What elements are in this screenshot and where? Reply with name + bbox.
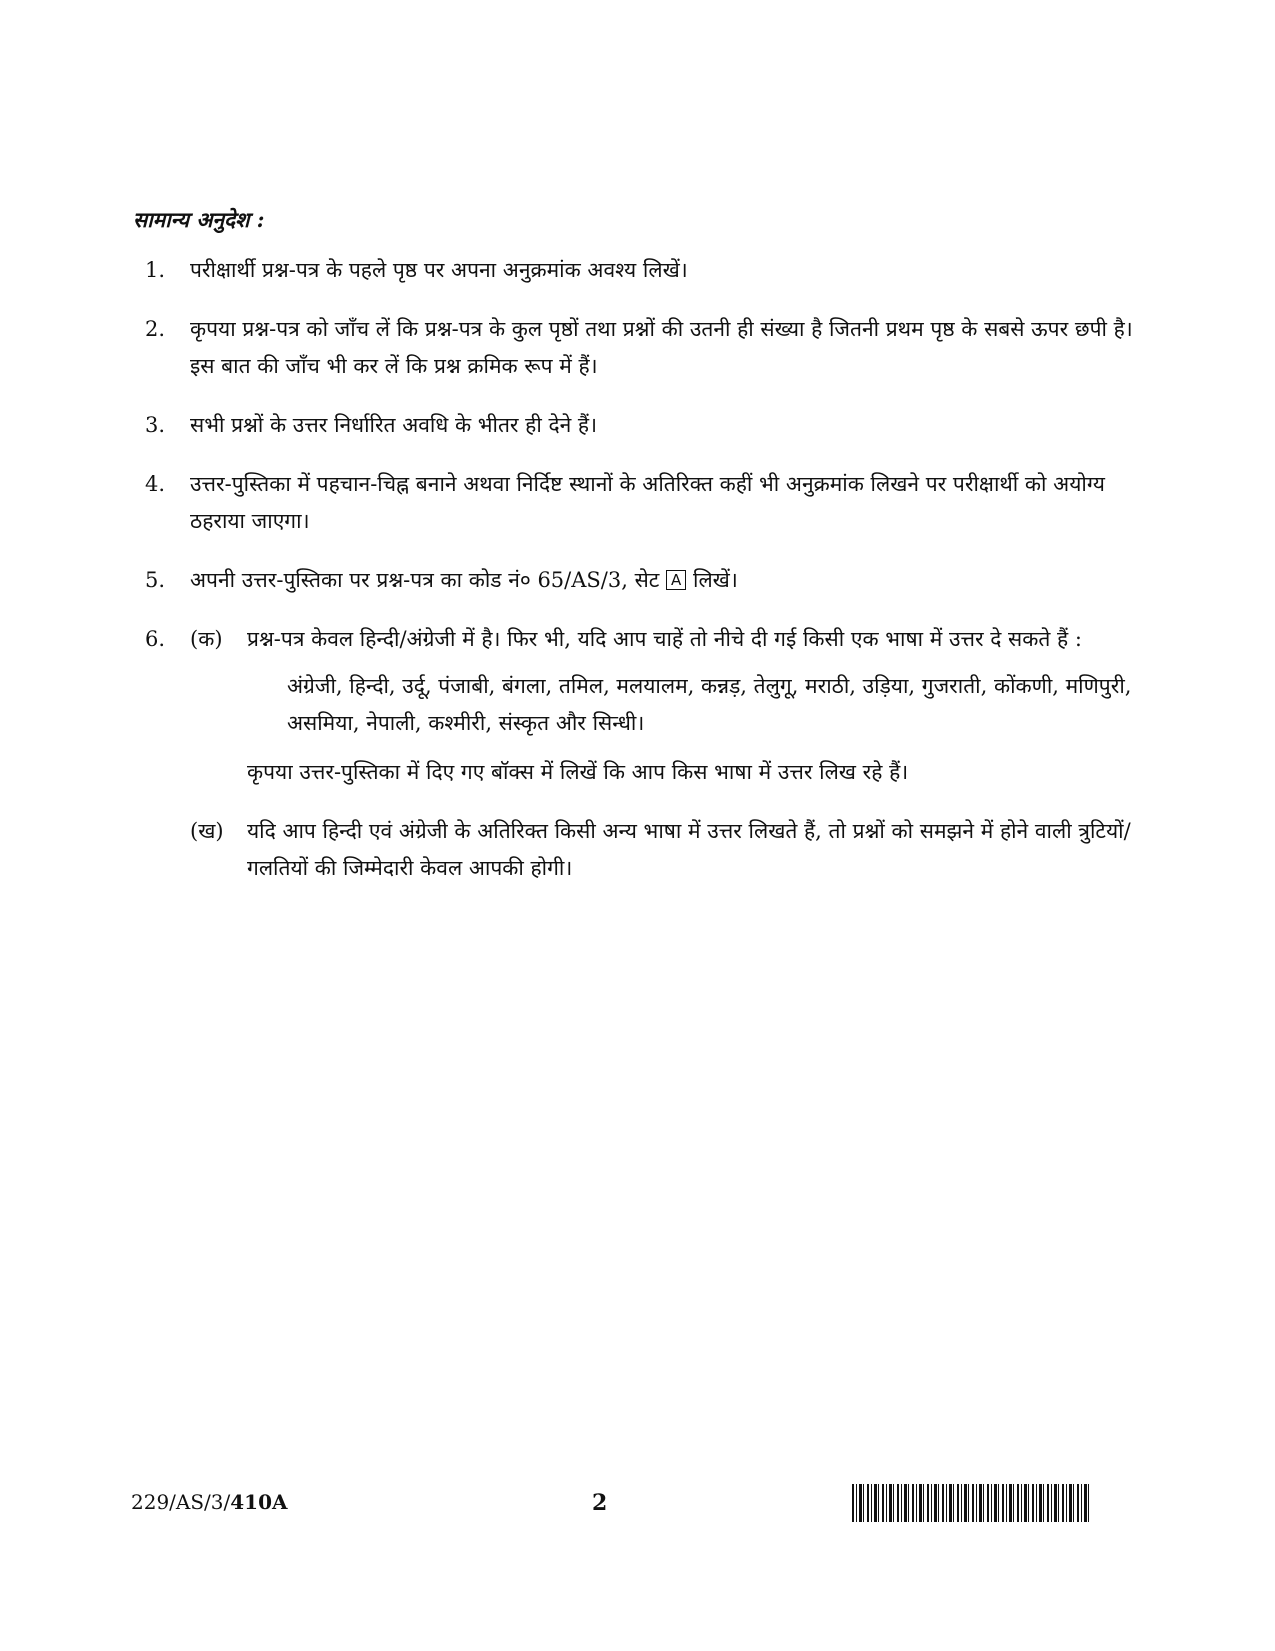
item-number: 4. xyxy=(145,472,166,496)
item-number: 6. xyxy=(145,627,166,651)
item-text-after: लिखें। xyxy=(693,568,738,592)
sub-item-b xyxy=(190,813,1143,887)
instructions-list xyxy=(133,252,1143,909)
instruction-item-6 xyxy=(133,621,1143,887)
item-text: कृपया प्रश्न-पत्र को जाँच लें कि प्रश्न-पत्र के कुल पृष्ठों तथा प्रश्नों की उतनी ही संख्या है जितनी प्रथम पृष्ठ के सबसे ऊपर छपी है। इस बात की जाँच भी कर लें कि प्रश्न क्रमिक रूप में हैं। xyxy=(190,317,1133,378)
instruction-item-3 xyxy=(133,407,1143,444)
language-list: अंग्रेजी, हिन्दी, उर्दू, पंजाबी, बंगला, तमिल, मलयालम, कन्नड़, तेलुगू, मराठी, उड़िया, गुजराती, कोंकणी, मणिपुरी, असमिया, नेपाली, कश्मीरी, संस्कृत और सिन्धी। xyxy=(287,674,1132,735)
item-text: सभी प्रश्नों के उत्तर निर्धारित अवधि के भीतर ही देने हैं। xyxy=(190,413,598,437)
set-code-box: A xyxy=(666,570,686,590)
sub-item-text: प्रश्न-पत्र केवल हिन्दी/अंग्रेजी में है। फिर भी, यदि आप चाहें तो नीचे दी गई किसी एक भाषा में उत्तर दे सकते हैं : xyxy=(247,627,1082,651)
general-instructions-heading: सामान्य अनुदेश : xyxy=(133,207,265,232)
item-text: उत्तर-पुस्तिका में पहचान-चिह्न बनाने अथवा निर्दिष्ट स्थानों के अतिरिक्त कहीं भी अनुक्रमांक लिखने पर परीक्षार्थी को अयोग्य ठहराया जाएगा। xyxy=(190,472,1105,533)
instruction-item-1 xyxy=(133,252,1143,289)
page-number: 2 xyxy=(592,1490,608,1516)
sub-item-a xyxy=(190,621,1143,791)
instruction-item-2 xyxy=(133,311,1143,385)
language-note: कृपया उत्तर-पुस्तिका में दिए गए बॉक्स में लिखें कि आप किस भाषा में उत्तर लिख रहे हैं। xyxy=(247,760,909,784)
item-number: 5. xyxy=(145,568,166,592)
sub-item-text: यदि आप हिन्दी एवं अंग्रेजी के अतिरिक्त किसी अन्य भाषा में उत्तर लिखते हैं, तो प्रश्नों को समझने में होने वाली त्रुटियों/गलतियों की जिम्मेदारी केवल आपकी होगी। xyxy=(247,819,1131,880)
item-number: 1. xyxy=(145,258,166,282)
sub-item-label: (क) xyxy=(190,627,223,651)
item-text-before: अपनी उत्तर-पुस्तिका पर प्रश्न-पत्र का कोड नं० 65/AS/3, सेट xyxy=(190,568,660,592)
instruction-item-5 xyxy=(133,562,1143,599)
item-text: परीक्षार्थी प्रश्न-पत्र के पहले पृष्ठ पर अपना अनुक्रमांक अवश्य लिखें। xyxy=(190,258,688,282)
item-number: 3. xyxy=(145,413,166,437)
paper-code xyxy=(131,1490,288,1514)
sub-item-label: (ख) xyxy=(190,819,224,843)
paper-code-prefix: 229/AS/3/ xyxy=(131,1490,231,1514)
paper-code-suffix: 410A xyxy=(230,1490,288,1514)
barcode xyxy=(852,1484,1092,1522)
instruction-item-4 xyxy=(133,466,1143,540)
item-number: 2. xyxy=(145,317,166,341)
